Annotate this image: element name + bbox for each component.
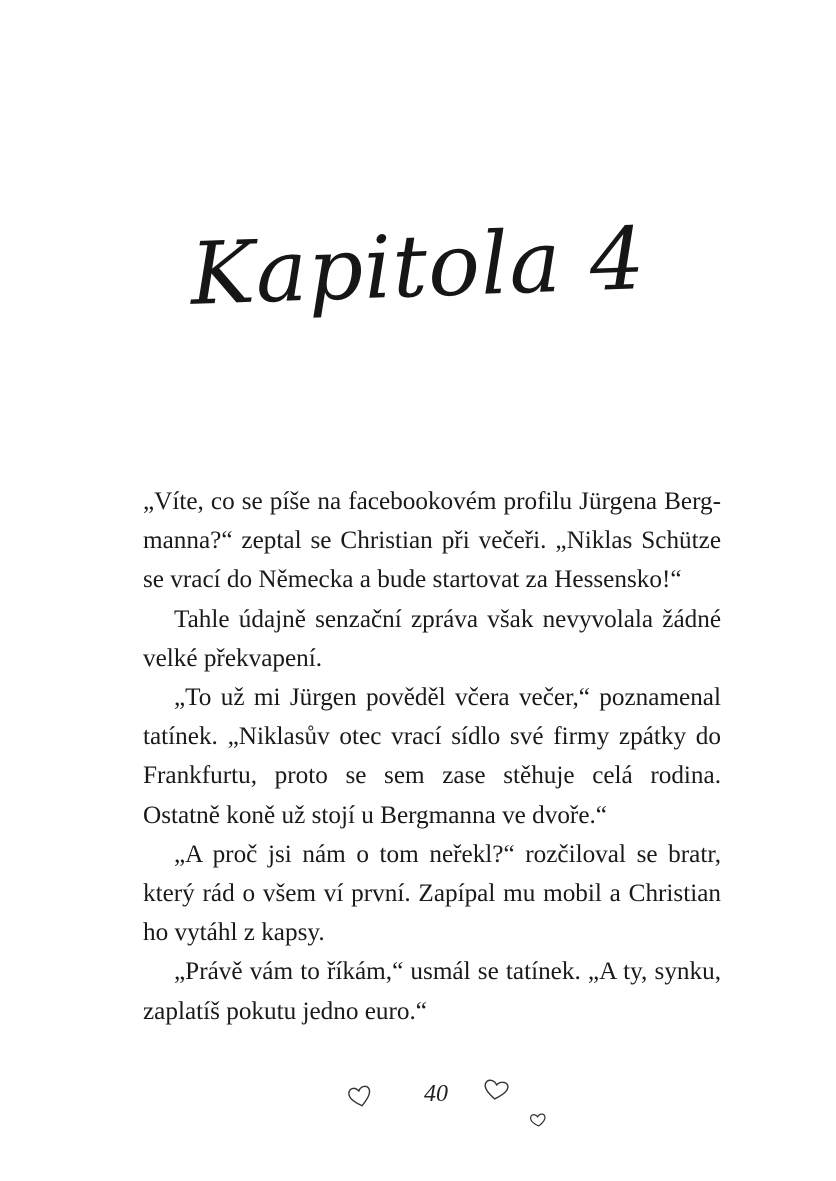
chapter-body bbox=[143, 482, 721, 1031]
paragraph: „A proč jsi nám o tom neřekl?“ rozčiloval se bratr, který rád o všem ví první. Zapípal mu mobil a Christian ho vytáhl z kapsy. bbox=[143, 840, 721, 947]
heart-outline-icon bbox=[527, 1110, 549, 1130]
heart-outline-icon bbox=[344, 1080, 377, 1111]
paragraph: „Právě vám to říkám,“ usmál se tatínek. „A ty, synku, zaplatíš pokutu jedno euro.“ bbox=[143, 958, 721, 1025]
paragraph: „Víte, co se píše na facebookovém profilu Jürgena Bergmanna?“ zeptal se Christian při večeři. „Niklas Schütze se vrací do Německa a bude startovat za Hessensko!“ bbox=[143, 488, 721, 594]
paragraph: Tahle údajně senzační zpráva však nevyvolala žádné velké překvapení. bbox=[143, 605, 721, 672]
page-number: 40 bbox=[424, 1081, 448, 1107]
heart-outline-icon bbox=[479, 1075, 512, 1105]
paragraph: „To už mi Jürgen pověděl včera večer,“ poznamenal tatínek. „Niklasův otec vrací sídlo své firmy zpátky do Frankfurtu, proto se sem zase stěhuje celá rodina. Ostatně koně už stojí u Bergmanna ve dvoře.“ bbox=[143, 684, 721, 829]
chapter-title: Kapitola 4 bbox=[188, 209, 648, 325]
